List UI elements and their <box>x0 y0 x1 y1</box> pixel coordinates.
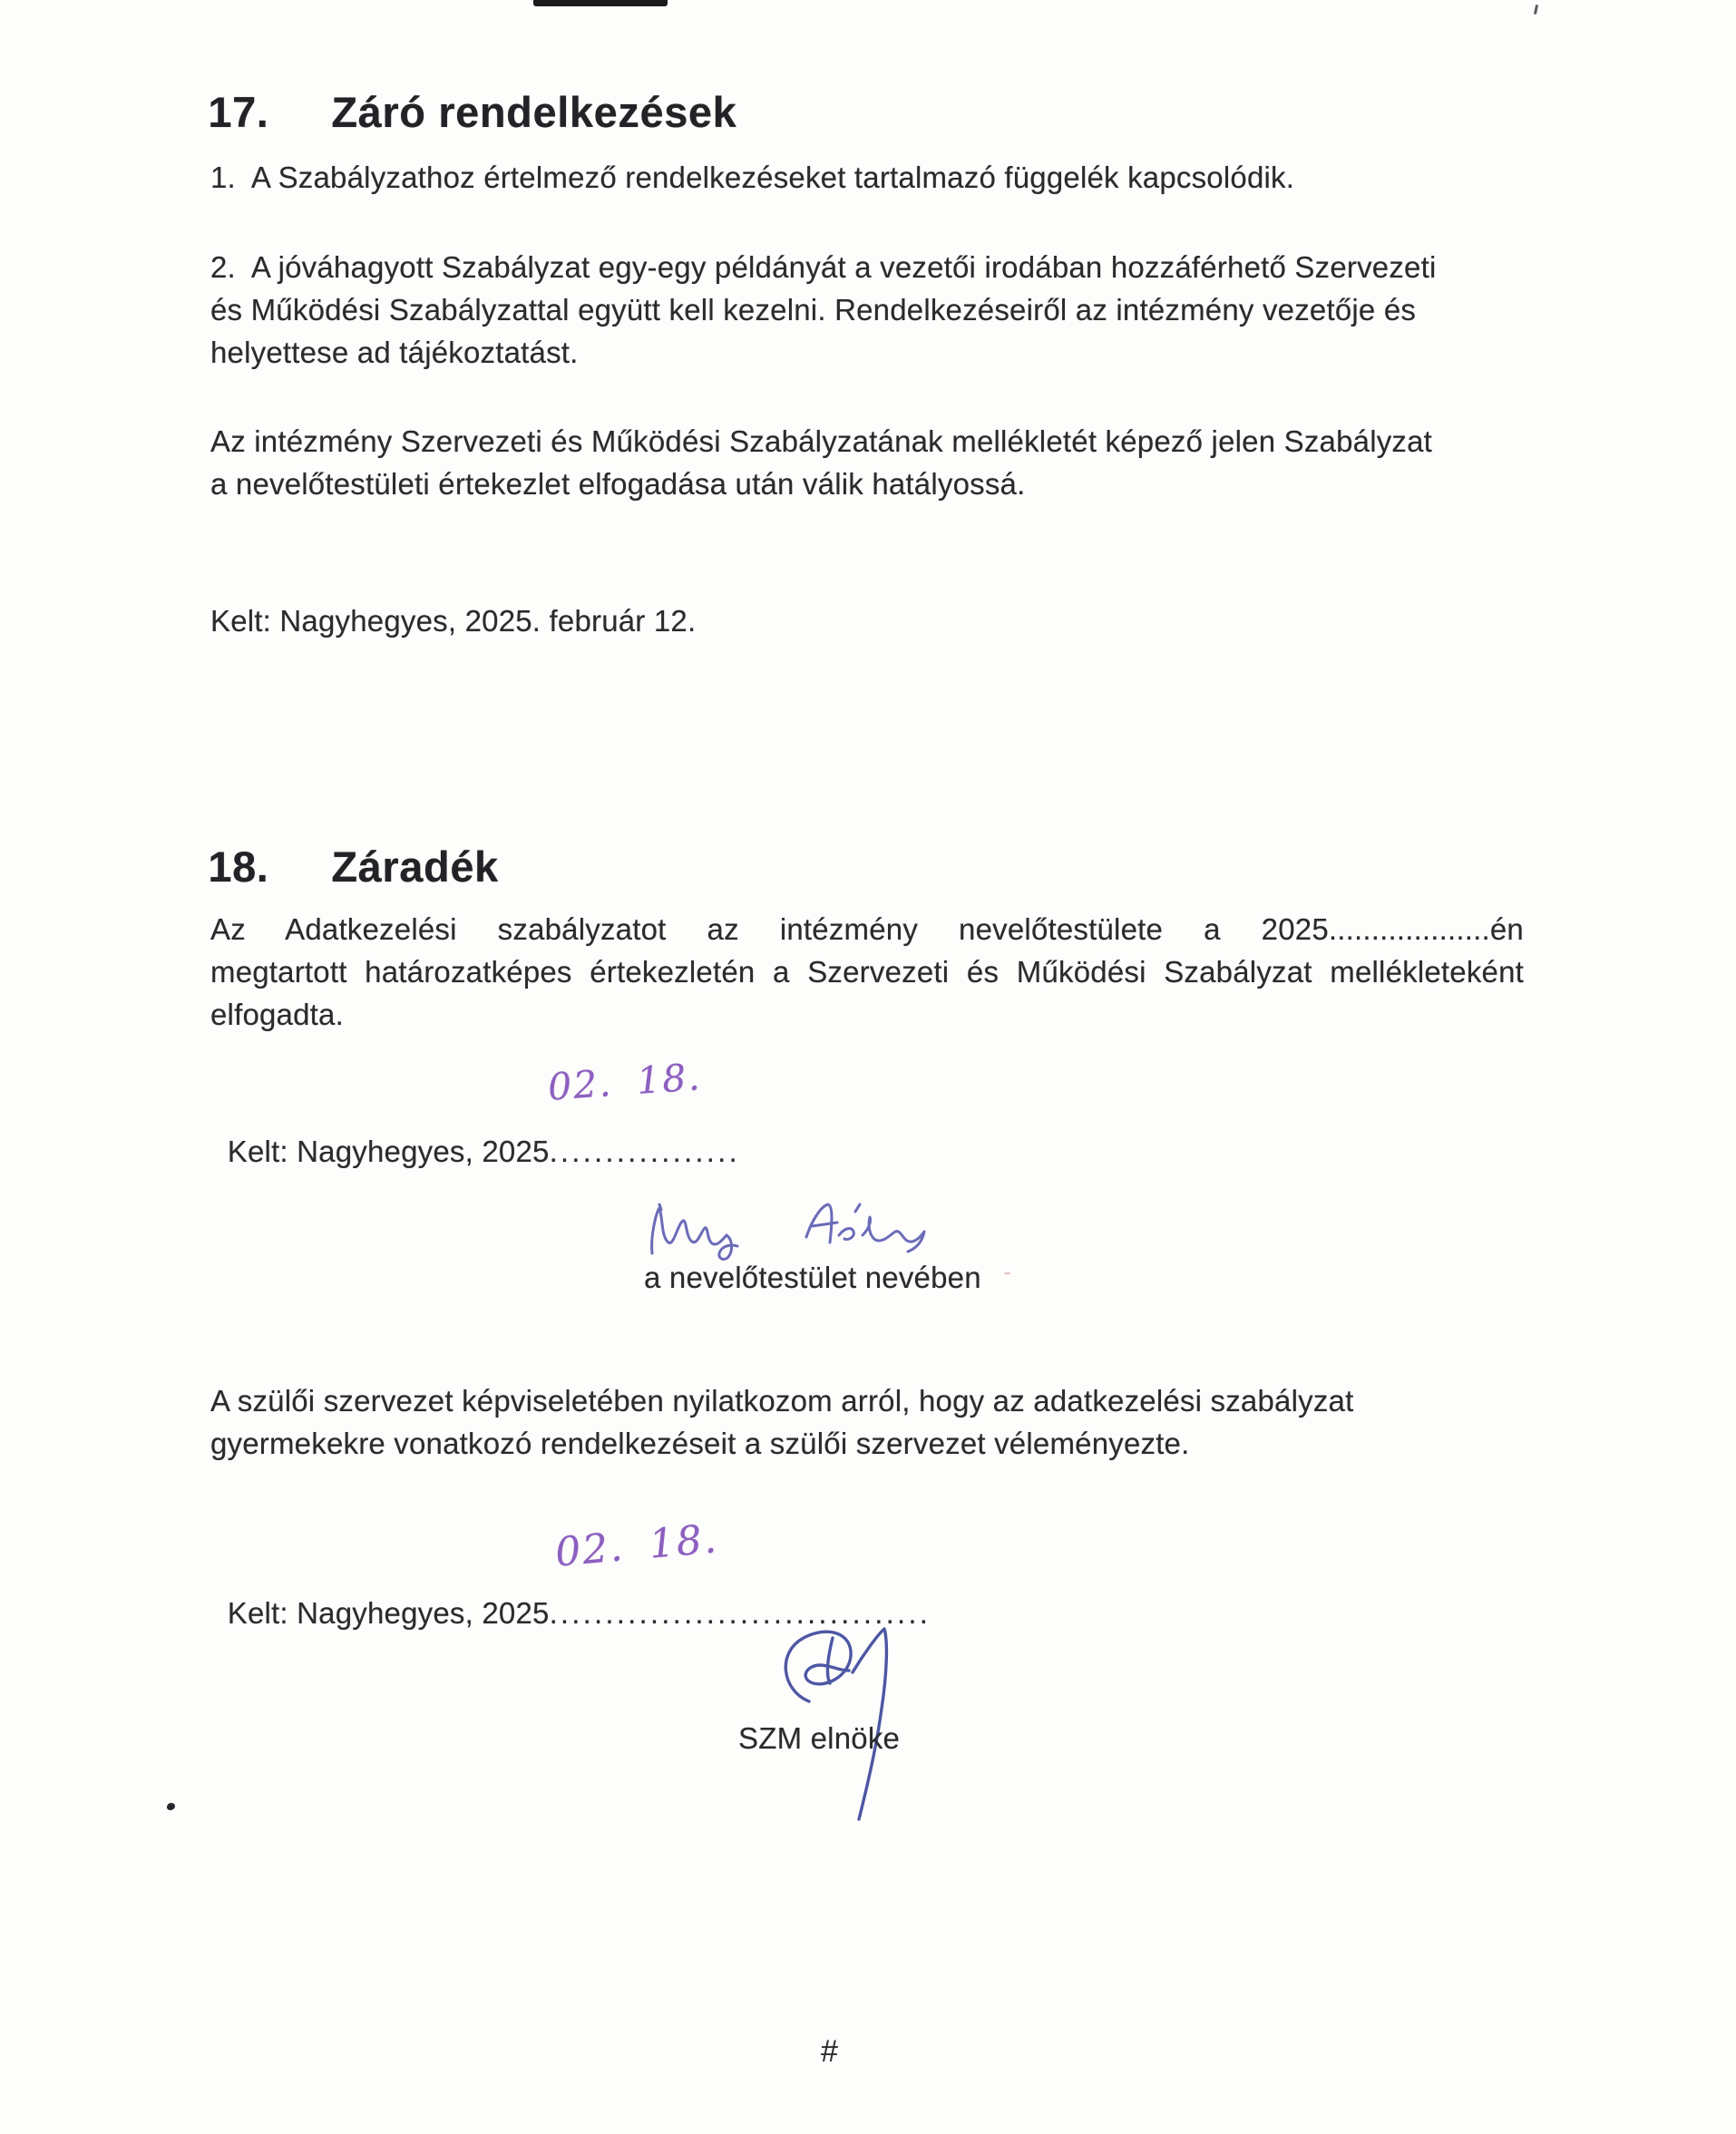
scan-artifact-top-tick <box>1534 5 1538 15</box>
parents-statement-paragraph <box>210 1379 1353 1465</box>
clause-dateline-2-text: Kelt: Nagyhegyes, 2025 <box>227 1596 550 1630</box>
section-17-number: 17. <box>208 88 269 136</box>
closing-item-2-line-1: 2. A jóváhagyott Szabályzat egy-egy példányát a vezetői irodában hozzáférhető Szervezeti <box>210 250 1437 284</box>
handwritten-date-1: 02. 18. <box>546 1055 703 1109</box>
section-18-title: Záradék <box>331 843 499 891</box>
closing-item-1 <box>210 156 1294 199</box>
closing-dateline: Kelt: Nagyhegyes, 2025. február 12. <box>210 604 697 638</box>
handwritten-date-2: 02. 18. <box>553 1515 720 1576</box>
closing-item-2-line-2: és Működési Szabályzattal együtt kell kezelni. Rendelkezéseiről az intézmény vezetője és <box>210 293 1417 326</box>
page-number-mark: # <box>821 2034 838 2069</box>
closing-item-2-line-3: helyettese ad tájékoztatást. <box>210 336 579 369</box>
closing-item-1-line-1: 1. A Szabályzathoz értelmező rendelkezéseket tartalmazó függelék kapcsolódik. <box>210 161 1295 194</box>
clause-dateline-1 <box>210 1055 740 1215</box>
scan-artifact-ink-dot <box>167 1803 175 1810</box>
section-18-number: 18. <box>208 843 269 891</box>
clause-adoption-line-2: megtartott határozatképes értekezletén a Szervezeti és Működési Szabályzat mellékleteként <box>210 955 1524 989</box>
parents-statement-line-1: A szülői szervezet képviseletében nyilatkozom arról, hogy az adatkezelési szabályzat <box>210 1384 1354 1418</box>
closing-validity-line-1: Az intézmény Szervezeti és Működési Szabályzatának mellékletét képező jelen Szabályzat <box>210 424 1433 458</box>
section-17-heading <box>183 36 736 138</box>
section-18-heading <box>183 791 499 892</box>
clause-adoption-paragraph <box>210 908 1524 1036</box>
szm-caption: SZM elnöke <box>738 1721 901 1755</box>
clause-dateline-1-dots: ................. <box>549 1135 740 1168</box>
parents-statement-line-2: gyermekekre vonatkozó rendelkezéseit a szülői szervezet véleményezte. <box>210 1427 1190 1460</box>
clause-adoption-line-3: elfogadta. <box>210 998 344 1031</box>
scan-artifact-pencil-dash: - <box>1001 1257 1013 1286</box>
clause-adoption-line-1: Az Adatkezelési szabályzatot az intézmény nevelőtestülete a 2025...................én <box>210 912 1524 946</box>
teachers-caption: a nevelőtestület nevében <box>644 1261 981 1294</box>
scan-artifact-top-smudge <box>533 0 668 6</box>
clause-dateline-1-text: Kelt: Nagyhegyes, 2025 <box>227 1135 550 1168</box>
section-17-title: Záró rendelkezések <box>331 88 737 136</box>
closing-validity-line-2: a nevelőtestületi értekezlet elfogadása után válik hatályossá. <box>210 467 1026 501</box>
clause-dateline-2-dots: .................................. <box>549 1596 931 1630</box>
closing-validity-paragraph <box>210 420 1432 505</box>
closing-item-2 <box>210 246 1436 374</box>
